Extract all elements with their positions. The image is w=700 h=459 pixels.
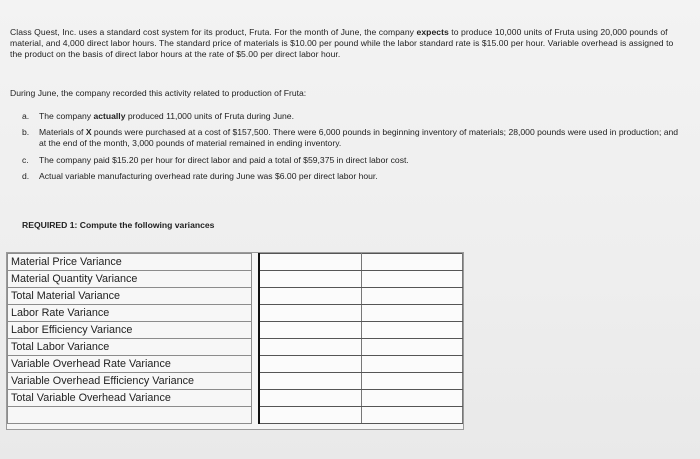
answer-cell[interactable] — [259, 254, 361, 271]
answer-cell[interactable] — [361, 288, 463, 305]
intro-bold-expects: expects — [416, 27, 449, 37]
activity-item-b — [22, 127, 682, 149]
activity-bold: X — [85, 127, 92, 137]
table-row — [8, 339, 463, 356]
answer-cell[interactable] — [259, 390, 361, 407]
activity-text: Actual variable manufacturing overhead rate during June was $6.00 per direct labor hour. — [39, 171, 378, 181]
activity-text-end: pounds were purchased at a cost of $157,500. There were 6,000 pounds in beginning inventory of materials; 28,000 pounds were used in production; and at the end of the month, 3,000 pounds of material remained in ending inventory. — [39, 127, 679, 148]
table-row — [8, 288, 463, 305]
variance-table — [6, 252, 464, 430]
activity-label: c. — [22, 155, 29, 165]
answer-cell[interactable] — [361, 407, 463, 424]
required-heading: REQUIRED 1: Compute the following variances — [22, 220, 215, 230]
table-row — [8, 322, 463, 339]
variance-label: Variable Overhead Rate Variance — [8, 356, 252, 373]
table-row — [8, 356, 463, 373]
variance-label: Material Quantity Variance — [8, 271, 252, 288]
activity-text-end: produced 11,000 units of Fruta during June. — [125, 111, 294, 121]
variance-label: Labor Rate Variance — [8, 305, 252, 322]
table-row — [8, 271, 463, 288]
activity-label: a. — [22, 111, 30, 121]
activity-item-a — [22, 111, 682, 122]
during-june-text: During June, the company recorded this activity related to production of Fruta: — [10, 88, 307, 98]
table-row — [8, 390, 463, 407]
activity-label: b. — [22, 127, 30, 137]
activity-text: The company paid $15.20 per hour for direct labor and paid a total of $59,375 in direct labor cost. — [39, 155, 409, 165]
variance-label: Labor Efficiency Variance — [8, 322, 252, 339]
problem-intro — [10, 27, 682, 60]
answer-cell[interactable] — [361, 322, 463, 339]
answer-cell[interactable] — [361, 254, 463, 271]
answer-cell[interactable] — [361, 339, 463, 356]
activity-item-d — [22, 171, 682, 182]
answer-cell[interactable] — [361, 271, 463, 288]
answer-cell[interactable] — [361, 373, 463, 390]
activity-item-c — [22, 155, 682, 166]
variance-label: Material Price Variance — [8, 254, 252, 271]
activity-bold: actually — [93, 111, 126, 121]
answer-cell[interactable] — [259, 407, 361, 424]
activity-label: d. — [22, 171, 30, 181]
table-row — [8, 373, 463, 390]
answer-cell[interactable] — [259, 288, 361, 305]
answer-cell[interactable] — [361, 305, 463, 322]
variance-label: Total Variable Overhead Variance — [8, 390, 252, 407]
table-row — [8, 305, 463, 322]
answer-cell[interactable] — [259, 373, 361, 390]
activity-list — [22, 111, 682, 187]
intro-text-end: to produce 10,000 units of Fruta using 20,000 pounds of material, and 4,000 direct labor hours. The standard price of materials is $10.00 per pound while the labor standard rate is $15.00 per hour. Variable overhead is assigned to the product on the basis of direct labor hours at the rate of $5.00 per direct labor hour. — [10, 27, 674, 59]
intro-text-start: Class Quest, Inc. uses a standard cost system for its product, Fruta. For the month of June, the company — [10, 27, 417, 37]
answer-cell[interactable] — [259, 339, 361, 356]
variance-label: Total Material Variance — [8, 288, 252, 305]
answer-cell[interactable] — [259, 356, 361, 373]
answer-cell[interactable] — [259, 271, 361, 288]
answer-cell[interactable] — [361, 390, 463, 407]
table-row — [8, 407, 463, 424]
answer-cell[interactable] — [259, 305, 361, 322]
variance-label: Total Labor Variance — [8, 339, 252, 356]
variance-label-empty — [8, 407, 252, 424]
answer-cell[interactable] — [361, 356, 463, 373]
activity-text: The company — [39, 111, 94, 121]
variance-label: Variable Overhead Efficiency Variance — [8, 373, 252, 390]
table-row — [8, 254, 463, 271]
variance-grid — [7, 253, 463, 424]
activity-text: Materials of — [39, 127, 86, 137]
answer-cell[interactable] — [259, 322, 361, 339]
